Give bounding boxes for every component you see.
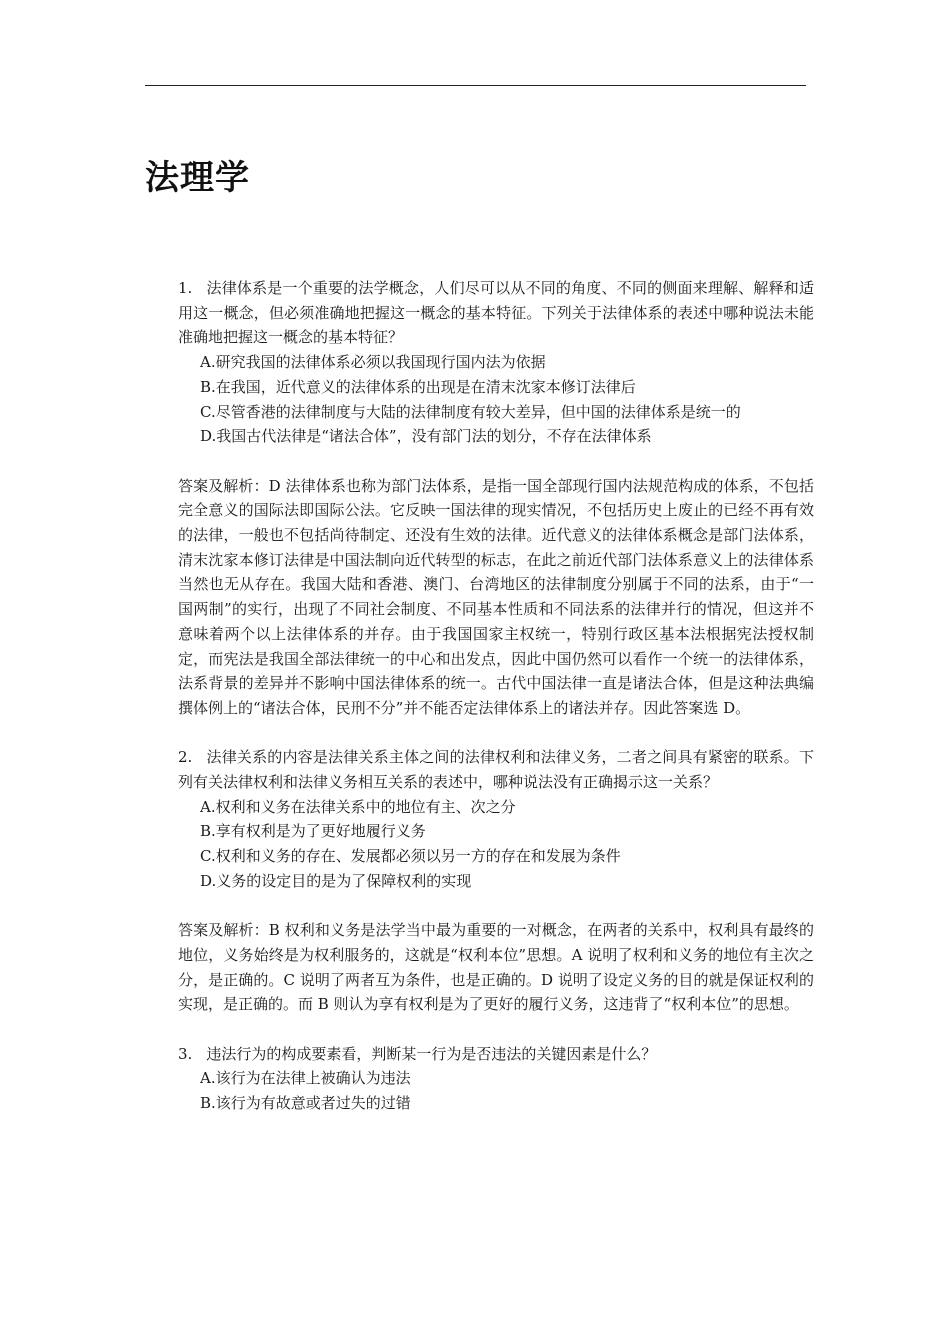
option-c: C.尽管香港的法律制度与大陆的法律制度有较大差异，但中国的法律体系是统一的: [200, 402, 741, 421]
question-3: [178, 1042, 814, 1067]
question-stem: 法律关系的内容是法律关系主体之间的法律权利和法律义务，二者之间具有紧密的联系。下列有关法律权利和法律义务相互关系的表述中，哪种说法没有正确揭示这一关系？: [178, 748, 814, 792]
option-d: D.我国古代法律是“诸法合体”，没有部门法的划分，不存在法律体系: [200, 427, 652, 446]
question-number: 1.: [178, 279, 193, 297]
option-a: A.研究我国的法律体系必须以我国现行国内法为依据: [200, 353, 546, 372]
option-b: B.在我国，近代意义的法律体系的出现是在清末沈家本修订法律后: [200, 377, 636, 396]
answer-explanation-2: 答案及解析：B 权利和义务是法学当中最为重要的一对概念，在两者的关系中，权利具有最终的地位，义务始终是为权利服务的，这就是“权利本位”思想。A 说明了权利和义务的地位有主次之分，是正确的。C 说明了两者互为条件，也是正确的。D 说明了设定义务的目的就是保证权利的实现，是正确的。而 B 则认为享有权利是为了更好的履行义务，这违背了“权利本位”的思想。: [178, 921, 814, 1014]
question-1-options: [178, 350, 814, 449]
question-1: [178, 276, 814, 350]
option-a: A.该行为在法律上被确认为违法: [200, 1069, 411, 1088]
option-b: B.享有权利是为了更好地履行义务: [200, 822, 426, 841]
option-c: C.权利和义务的存在、发展都必须以另一方的存在和发展为条件: [200, 847, 621, 866]
option-a: A.权利和义务在法律关系中的地位有主、次之分: [200, 797, 516, 816]
header-rule: [145, 85, 806, 86]
question-2: [178, 745, 814, 794]
question-number: 3.: [178, 1044, 193, 1063]
question-2-options: [178, 795, 814, 894]
question-stem: 法律体系是一个重要的法学概念，人们尽可以从不同的角度、不同的侧面来理解、解释和适用这一概念，但必须准确地把握这一概念的基本特征。下列关于法律体系的表述中哪种说法未能准确地把握这一概念的基本特征？: [178, 279, 814, 347]
option-b: B.该行为有故意或者过失的过错: [200, 1094, 411, 1113]
question-number: 2.: [178, 748, 193, 767]
question-3-options: [178, 1066, 814, 1115]
document-body: [178, 276, 814, 1116]
option-d: D.义务的设定目的是为了保障权利的实现: [200, 871, 472, 890]
question-stem: 违法行为的构成要素看，判断某一行为是否违法的关键因素是什么？: [206, 1044, 657, 1063]
answer-explanation-1: 答案及解析：D 法律体系也称为部门法体系，是指一国全部现行国内法规范构成的体系，不包括完全意义的国际法即国际公法。它反映一国法律的现实情况，不包括历史上废止的已经不再有效的法律，一般也不包括尚待制定、还没有生效的法律。近代意义的法律体系概念是部门法体系，清末沈家本修订法律是中国法制向近代转型的标志，在此之前近代部门法体系意义上的法律体系当然也无从存在。我国大陆和香港、澳门、台湾地区的法律制度分别属于不同的法系，由于“一国两制”的实行，出现了不同社会制度、不同基本性质和不同法系的法律并行的情况，但这并不意味着两个以上法律体系的并存。由于我国国家主权统一，特别行政区基本法根据宪法授权制定，而宪法是我国全部法律统一的中心和出发点，因此中国仍然可以看作一个统一的法律体系，法系背景的差异并不影响中国法律体系的统一。古代中国法律一直是诸法合体，但是这种法典编撰体例上的“诸法合体，民刑不分”并不能否定法律体系上的诸法并存。因此答案选 D。: [178, 476, 814, 717]
page-title: 法理学: [145, 158, 250, 198]
